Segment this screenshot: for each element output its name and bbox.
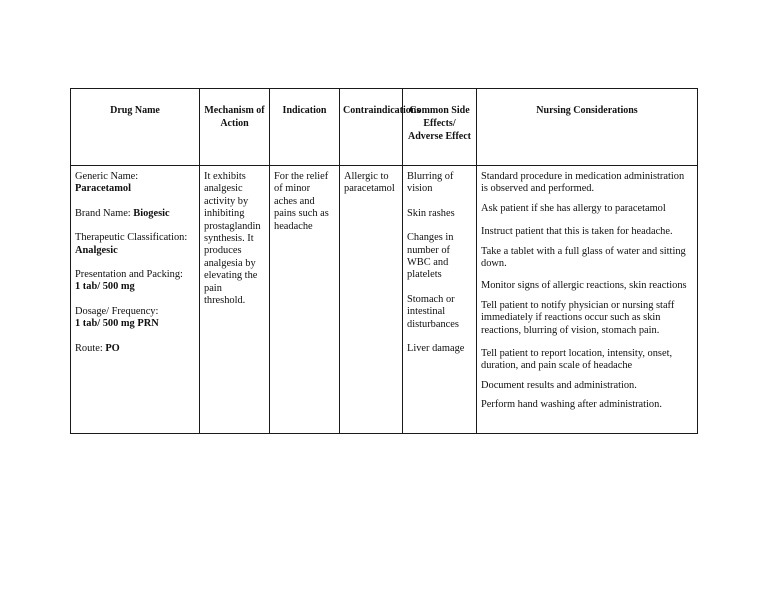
nursing-item: Monitor signs of allergic reactions, skin reactions bbox=[481, 280, 687, 292]
nursing-item: Tell patient to report location, intensity, onset, duration, and pain scale of headache bbox=[481, 348, 673, 372]
presentation-label: Presentation and Packing: bbox=[75, 269, 183, 281]
route-value: PO bbox=[105, 342, 120, 354]
indication-cell: For the relief of minor aches and pains such as headache bbox=[270, 166, 340, 434]
header-side-effects: Common Side Effects/ Adverse Effect bbox=[403, 89, 477, 166]
header-nursing-considerations: Nursing Considerations bbox=[477, 89, 698, 166]
header-row bbox=[71, 89, 698, 166]
generic-name-value: Paracetamol bbox=[75, 183, 131, 195]
side-effect-item: Changes in number of WBC and platelets bbox=[407, 232, 454, 281]
drug-row bbox=[71, 166, 698, 434]
header-mechanism: Mechanism of Action bbox=[200, 89, 270, 166]
side-effects-cell bbox=[403, 166, 477, 434]
nursing-considerations-cell bbox=[477, 166, 698, 434]
mechanism-cell: It exhibits analgesic activity by inhibiting prostaglandin synthesis. It produces analgesia by elevating the pain threshold. bbox=[200, 166, 270, 434]
side-effect-item: Liver damage bbox=[407, 343, 465, 355]
brand-name-value: Biogesic bbox=[133, 207, 170, 219]
nursing-item: Standard procedure in medication administration is observed and performed. bbox=[481, 171, 685, 195]
header-indication: Indication bbox=[270, 89, 340, 166]
nursing-item: Tell patient to notify physician or nursing staff immediately if reactions occur such as skin reactions, blurring of vision, stomach pain. bbox=[481, 299, 675, 336]
side-effect-item: Stomach or intestinal disturbances bbox=[407, 293, 459, 330]
side-effect-item: Skin rashes bbox=[407, 207, 455, 219]
nursing-item: Document results and administration. bbox=[481, 379, 637, 391]
route-label: Route: bbox=[75, 342, 106, 354]
side-effect-item: Blurring of vision bbox=[407, 171, 454, 195]
nursing-item: Ask patient if she has allergy to paracetamol bbox=[481, 202, 666, 214]
contraindications-cell: Allergic to paracetamol bbox=[340, 166, 403, 434]
classification-value: Analgesic bbox=[75, 244, 118, 256]
generic-name-label: Generic Name: bbox=[75, 171, 139, 182]
dosage-value: 1 tab/ 500 mg PRN bbox=[75, 318, 159, 330]
header-drug-name: Drug Name bbox=[71, 89, 200, 166]
nursing-item: Take a tablet with a full glass of water and sitting down. bbox=[481, 245, 686, 270]
nursing-item: Perform hand washing after administration. bbox=[481, 399, 662, 411]
presentation-value: 1 tab/ 500 mg bbox=[75, 281, 135, 293]
classification-label: Therapeutic Classification: bbox=[75, 232, 188, 244]
header-contraindications: Contraindications bbox=[340, 89, 403, 166]
nursing-item: Instruct patient that this is taken for headache. bbox=[481, 226, 673, 238]
drug-name-cell bbox=[71, 166, 200, 434]
brand-name-label: Brand Name: bbox=[75, 207, 134, 219]
drug-study-table bbox=[70, 88, 698, 434]
dosage-label: Dosage/ Frequency: bbox=[75, 305, 159, 317]
